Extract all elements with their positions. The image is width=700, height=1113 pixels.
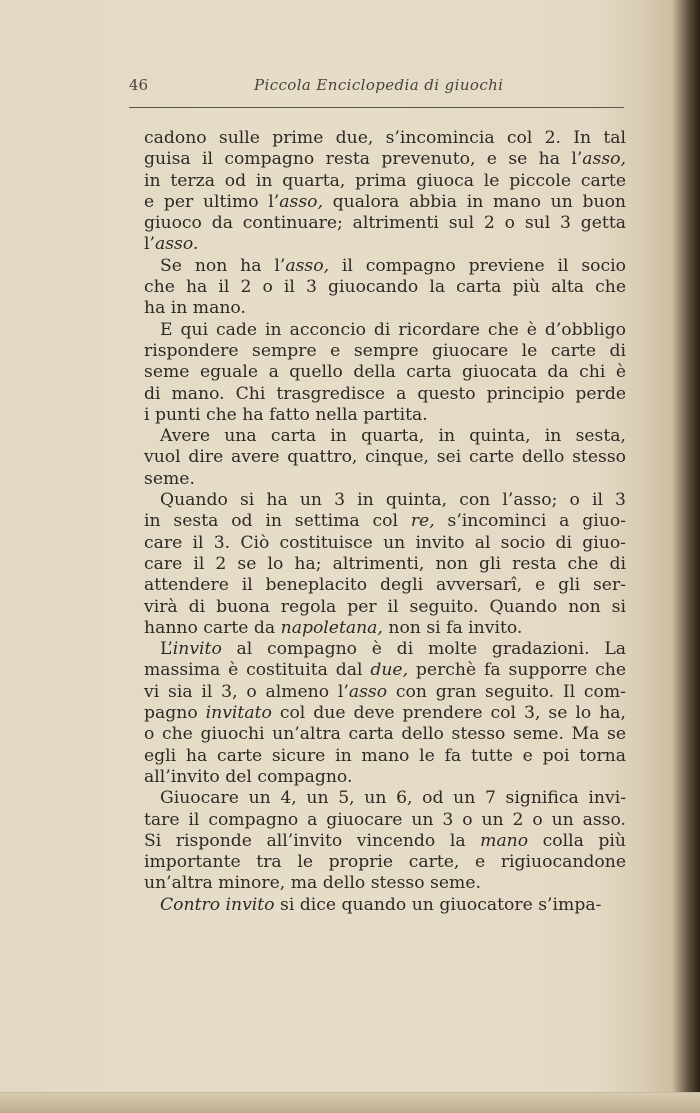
- text-line: [128, 575, 626, 596]
- text-line: [128, 213, 626, 234]
- text-run: o che giuochi un’altra carta dello stesso seme. Ma se: [144, 724, 626, 745]
- page-bottom-edge: [0, 1092, 700, 1113]
- text-line: [128, 703, 626, 724]
- page-number: 46: [129, 76, 149, 94]
- text-line: [128, 746, 626, 767]
- body-text: [128, 128, 626, 916]
- text-line: [128, 533, 626, 554]
- text-run: non si fa invito.: [382, 617, 523, 638]
- text-run: Se non ha l’: [160, 255, 286, 276]
- text-run: e per ultimo l’: [144, 191, 280, 212]
- text-line: [128, 767, 626, 788]
- text-run: massima è costituita dal: [144, 660, 371, 681]
- italic-text: due,: [370, 660, 409, 681]
- text-line: [128, 724, 626, 745]
- text-run: con gran seguito. Il com-: [387, 681, 626, 702]
- text-line: [128, 873, 626, 894]
- text-run: perchè fa supporre che: [408, 660, 627, 681]
- text-line: [128, 234, 626, 255]
- text-line: [128, 810, 626, 831]
- italic-text: napoletana,: [280, 617, 383, 638]
- text-run: attendere il beneplacito degli avversarî, e gli ser-: [144, 575, 626, 596]
- italic-text: asso,: [582, 149, 626, 170]
- text-run: giuoco da continuare; altrimenti sul 2 o sul 3 getta: [144, 213, 626, 234]
- text-line: [128, 149, 626, 170]
- text-line: [128, 298, 626, 319]
- text-line: [128, 554, 626, 575]
- italic-text: asso,: [285, 255, 330, 276]
- paragraph: [128, 639, 626, 788]
- text-run: colla più: [528, 830, 626, 851]
- text-line: [128, 490, 626, 511]
- text-line: [128, 320, 626, 341]
- paragraph: [128, 426, 626, 490]
- text-line: [128, 341, 626, 362]
- paragraph: [128, 256, 626, 320]
- text-run: tare il compagno a giuocare un 3 o un 2 o un asso.: [144, 809, 626, 830]
- text-run: L’: [160, 639, 173, 660]
- text-line: [128, 405, 626, 426]
- text-line: [128, 362, 626, 383]
- text-line: [128, 831, 626, 852]
- text-run: all’invito del compagno.: [144, 766, 353, 787]
- header-rule: [129, 107, 624, 108]
- running-title: Piccola Enciclopedia di giuochi: [254, 76, 504, 94]
- text-run: care il 2 se lo ha; altrimenti, non gli resta che di: [144, 553, 626, 574]
- text-line: [128, 128, 626, 149]
- text-run: cadono sulle prime due, s’incomincia col 2. In tal: [144, 128, 626, 148]
- text-line: [128, 277, 626, 298]
- text-run: Si risponde all’invito vincendo la: [144, 830, 481, 851]
- italic-text: re,: [410, 511, 435, 532]
- text-run: il compagno previene il socio: [329, 255, 626, 276]
- text-run: vi sia il 3, o almeno l’: [144, 681, 349, 702]
- text-line: [128, 597, 626, 618]
- text-run: qualora abbia in mano un buon: [322, 191, 626, 212]
- text-run: col due deve prendere col 3, se lo ha,: [271, 703, 626, 724]
- text-run: care il 3. Ciò costituisce un invito al socio di giuo-: [144, 532, 626, 553]
- italic-text: asso.: [154, 234, 199, 255]
- italic-text: Contro invito: [160, 894, 275, 915]
- text-run: Quando si ha un 3 in quinta, con l’asso; o il 3: [160, 490, 626, 511]
- paragraph: [128, 895, 626, 916]
- text-line: [128, 384, 626, 405]
- text-line: [128, 469, 626, 490]
- text-run: i punti che ha fatto nella partita.: [144, 404, 428, 425]
- text-run: in sesta od in settima col: [144, 511, 411, 532]
- italic-text: invitato: [205, 703, 272, 724]
- text-line: [128, 192, 626, 213]
- text-line: [128, 426, 626, 447]
- text-run: Giuocare un 4, un 5, un 6, od un 7 significa invi-: [160, 788, 626, 809]
- text-run: guisa il compagno resta prevenuto, e se ha l’: [144, 149, 583, 170]
- text-run: che ha il 2 o il 3 giuocando la carta più alta che: [144, 277, 626, 298]
- text-line: [128, 618, 626, 639]
- paragraph: [128, 128, 626, 256]
- text-run: importante tra le proprie carte, e rigiuocandone: [144, 852, 626, 873]
- text-line: [128, 639, 626, 660]
- text-line: [128, 895, 626, 916]
- text-run: si dice quando un giuocatore s’impa-: [274, 894, 602, 915]
- page-header: [129, 76, 624, 102]
- text-run: rispondere sempre e sempre giuocare le carte di: [144, 340, 626, 361]
- text-line: [128, 511, 626, 532]
- text-run: un’altra minore, ma dello stesso seme.: [144, 873, 481, 894]
- text-run: vuol dire avere quattro, cinque, sei carte dello stesso: [144, 447, 626, 468]
- paragraph: [128, 788, 626, 894]
- text-run: seme eguale a quello della carta giuocata da chi è: [144, 362, 626, 383]
- paragraph: [128, 490, 626, 639]
- text-run: ha in mano.: [144, 298, 246, 319]
- text-line: [128, 660, 626, 681]
- text-run: pagno: [144, 703, 206, 724]
- italic-text: asso: [348, 681, 388, 702]
- text-run: l’: [144, 234, 155, 255]
- text-run: E qui cade in acconcio di ricordare che è d’obbligo: [160, 319, 626, 340]
- text-line: [128, 788, 626, 809]
- text-run: al compagno è di molte gradazioni. La: [221, 639, 626, 660]
- text-line: [128, 256, 626, 277]
- text-run: virà di buona regola per il seguito. Quando non si: [144, 596, 626, 617]
- text-run: hanno carte da: [144, 617, 281, 638]
- text-run: s’incominci a giuo-: [434, 511, 626, 532]
- italic-text: asso,: [279, 191, 323, 212]
- text-run: in terza od in quarta, prima giuoca le piccole carte: [144, 170, 626, 191]
- paragraph: [128, 320, 626, 426]
- text-run: Avere una carta in quarta, in quinta, in sesta,: [160, 426, 626, 447]
- text-line: [128, 447, 626, 468]
- text-line: [128, 852, 626, 873]
- italic-text: invito: [172, 639, 222, 660]
- italic-text: mano: [480, 830, 529, 851]
- text-line: [128, 171, 626, 192]
- text-run: egli ha carte sicure in mano le fa tutte e poi torna: [144, 745, 626, 766]
- text-line: [128, 682, 626, 703]
- text-run: seme.: [144, 468, 195, 489]
- text-run: di mano. Chi trasgredisce a questo principio perde: [144, 383, 626, 404]
